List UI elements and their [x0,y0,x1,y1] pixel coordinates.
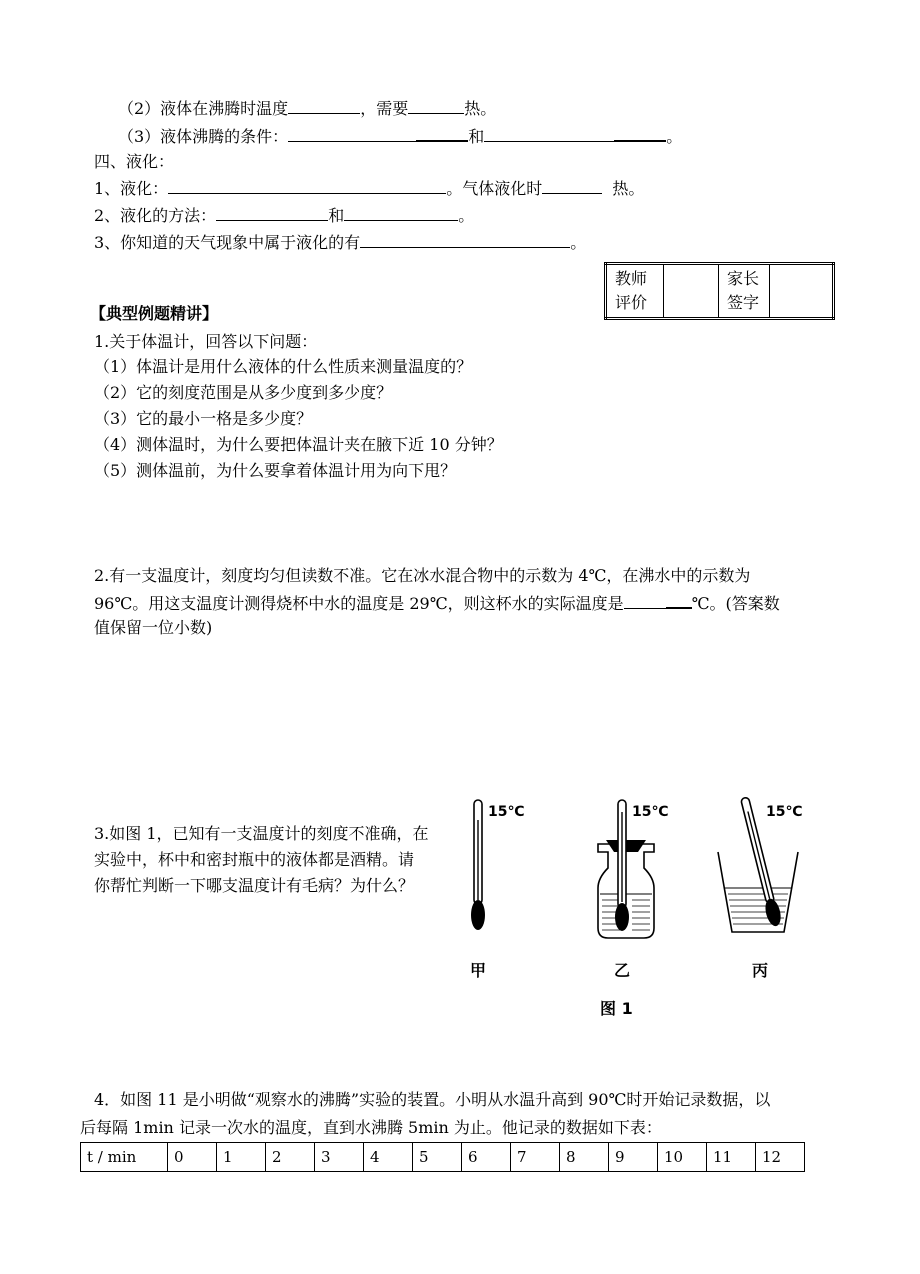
question-2-line [94,592,780,614]
answer-blank[interactable] [614,125,666,142]
question-text: 1、液化： [94,179,169,198]
question-text: （3）液体沸腾的条件： [118,127,289,146]
question-3-line: 你帮忙判断一下哪支温度计有毛病？为什么？ [94,876,415,895]
label-line: 签字 [727,293,760,312]
question-text: 。 [458,206,475,225]
section-title: 四、液化： [94,152,175,171]
table-cell: 8 [560,1143,609,1172]
question-text: 。 [666,127,683,146]
examples-heading: 【典型例题精讲】 [90,304,219,323]
answer-blank[interactable] [360,232,570,248]
label-line: 评价 [615,293,648,312]
beaker-bing [718,796,802,932]
question-1-item: （5）测体温前，为什么要拿着体温计用为向下甩？ [94,461,457,480]
table-cell: 3 [315,1143,364,1172]
question-4-line: 后每隔 1min 记录一次水的温度，直到水沸腾 5min 为止。他记录的数据如下表： [80,1118,662,1137]
boil-temperature-question [118,98,496,119]
question-text: 3、你知道的天气现象中属于液化的有 [94,233,361,252]
figure-caption: 图 1 [600,999,633,1018]
question-text: 热。 [612,179,645,198]
answer-blank[interactable] [288,126,416,142]
question-text: 96℃。用这支温度计测得烧杯中水的温度是 29℃，则这杯水的实际温度是 [94,594,624,613]
question-text: ℃。(答案数 [691,594,780,613]
answer-blank[interactable] [216,205,328,221]
figure-label-jia: 甲 [470,961,487,980]
table-cell: 1 [217,1143,266,1172]
table-cell: 10 [658,1143,707,1172]
question-text: 和 [468,127,485,146]
table-cell: 0 [168,1143,217,1172]
answer-blank[interactable] [416,125,468,142]
question-1-item: （2）它的刻度范围是从多少度到多少度？ [94,383,393,402]
question-text: 和 [328,206,345,225]
question-text: 热。 [464,99,497,118]
reading-label: 15℃ [632,804,669,820]
thermometer-jia [471,800,524,930]
sealed-bottle-yi [598,800,668,938]
question-2-line: 2.有一支温度计，刻度均匀但读数不准。它在冰水混合物中的示数为 4℃，在沸水中的示数为 [94,566,751,585]
liquefaction-definition-question [94,178,644,199]
table-cell: 12 [756,1143,805,1172]
question-1-item: （3）它的最小一格是多少度？ [94,409,313,428]
thermometer-figure [450,790,830,1030]
question-2-line: 值保留一位小数) [94,618,213,637]
question-3-line: 3.如图 1，已知有一支温度计的刻度不准确，在 [94,824,429,843]
question-text: 。气体液化时 [446,179,543,198]
table-cell: 5 [413,1143,462,1172]
question-text: （2）液体在沸腾时温度 [118,99,289,118]
answer-blank[interactable] [408,98,464,114]
table-cell: 7 [511,1143,560,1172]
answer-blank[interactable] [344,205,458,221]
label-line: 家长 [727,269,760,288]
answer-blank[interactable] [168,178,446,194]
table-header-cell: t / min [81,1143,168,1172]
answer-blank[interactable] [624,593,666,609]
question-3-line: 实验中，杯中和密封瓶中的液体都是酒精。请 [94,850,415,869]
table-cell: 4 [364,1143,413,1172]
answer-blank[interactable] [666,592,692,609]
liquefaction-method-question [94,205,474,226]
table-cell: 9 [609,1143,658,1172]
reading-label: 15℃ [488,804,525,820]
question-1-item: （4）测体温时，为什么要把体温计夹在腋下近 10 分钟？ [94,435,503,454]
temperature-data-table [80,1142,805,1172]
question-1-item: （1）体温计是用什么液体的什么性质来测量温度的？ [94,357,473,376]
answer-blank[interactable] [288,98,360,114]
question-text: 。 [570,233,587,252]
parent-signature-label [719,264,770,319]
question-1-stem: 1.关于体温计，回答以下问题： [94,332,318,351]
answer-blank[interactable] [542,178,602,194]
parent-signature-cell[interactable] [770,264,834,319]
boil-condition-question [118,125,682,147]
weather-liquefaction-question [94,232,586,253]
table-cell: 6 [462,1143,511,1172]
figure-label-yi: 乙 [614,961,631,980]
figure-label-bing: 丙 [752,961,769,980]
teacher-evaluation-label [606,264,664,319]
evaluation-table [604,262,835,320]
question-text: ，需要 [360,99,409,118]
answer-blank[interactable] [484,126,614,142]
table-cell: 11 [707,1143,756,1172]
reading-label: 15℃ [766,804,803,820]
table-row [81,1143,805,1172]
table-cell: 2 [266,1143,315,1172]
question-text: 2、液化的方法： [94,206,217,225]
label-line: 教师 [615,269,648,288]
question-4-line: 4．如图 11 是小明做“观察水的沸腾”实验的装置。小明从水温升高到 90℃时开始记录数据，以 [94,1090,771,1109]
teacher-evaluation-cell[interactable] [664,264,719,319]
